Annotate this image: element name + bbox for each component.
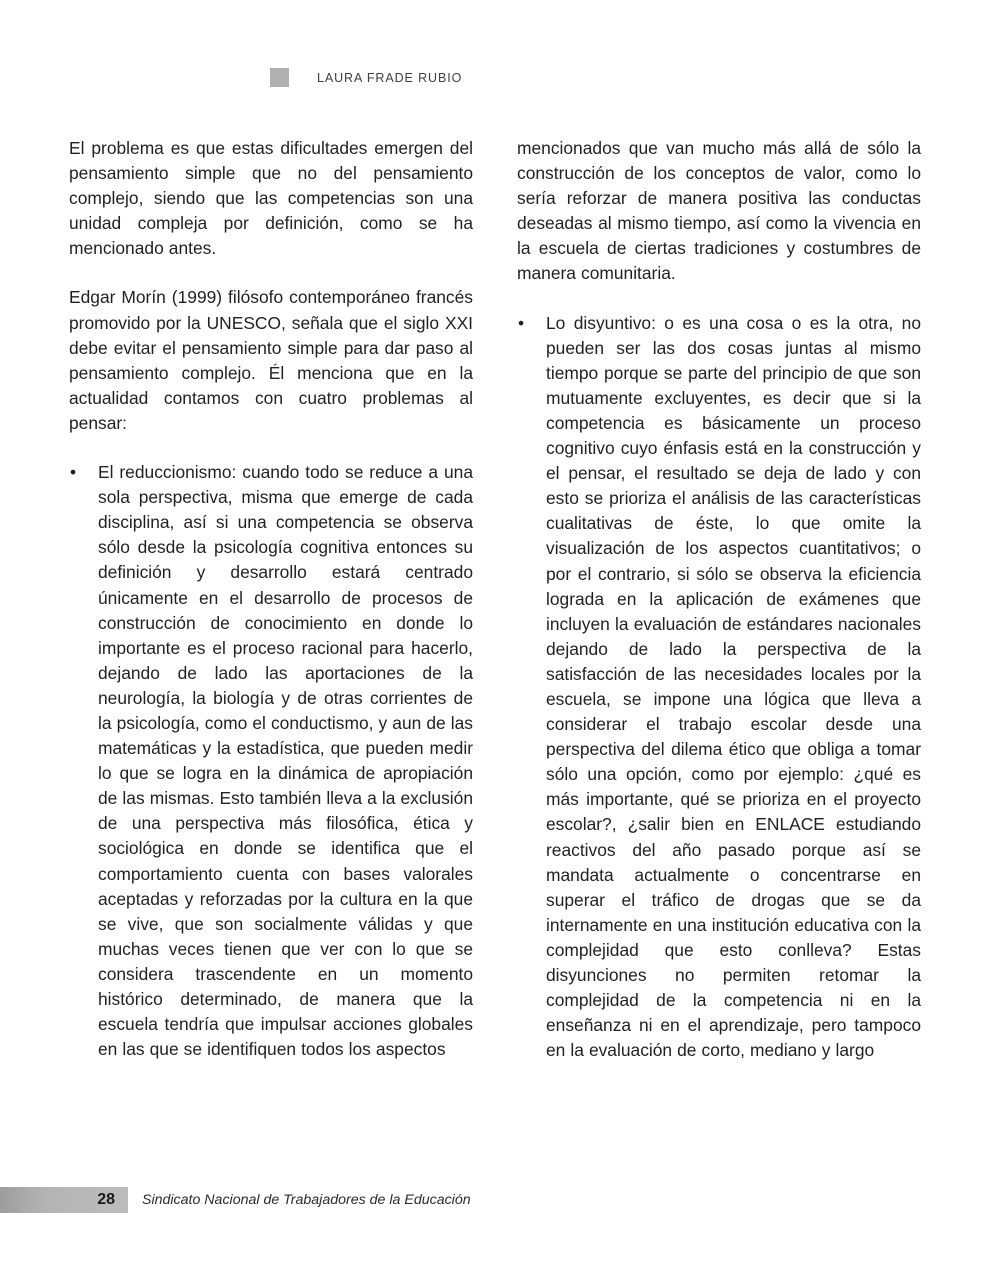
column-right: [517, 136, 921, 1146]
list-item-text: El reduccionismo: cuando todo se reduce a una sola perspectiva, misma que emerge de cada disciplina, así si una competencia se observa sólo desde la psicología cognitiva entonces su definición y desarrollo estará centrado únicamente en el desarrollo de procesos de construcción de conocimiento en donde lo importante es el proceso racional para hacerlo, dejando de lado las aportaciones de la neurología, la biología y de otras corrientes de la psicología, como el conductismo, y aun de las matemáticas y la estadística, que pueden medir lo que se logra en la dinámica de apropiación de las mismas. Esto también lleva a la exclusión de una perspectiva más filosófica, ética y sociológica en donde se identifica que el comportamiento cuenta con bases valorales aceptadas y reforzadas por la cultura en la que se vive, que son socialmente válidas y que muchas veces tienen que ver con lo que se considera trascendente en un momento histórico determinado, de manera que la escuela tendría que impulsar acciones globales en las que se identifiquen todos los aspectos: [98, 462, 473, 1060]
running-header-title: LAURA FRADE RUBIO: [317, 70, 463, 85]
list-item-text: Lo disyuntivo: o es una cosa o es la otra, no pueden ser las dos cosas juntas al mismo tiempo porque se parte del principio de que son mutuamente excluyentes, es decir que si la competencia es básicamente un proceso cognitivo cuyo énfasis está en la construcción y el pensar, el resultado se deja de lado y con esto se prioriza el análisis de las características cualitativas de éste, lo que omite la visualización de los aspectos cuantitativos; o por el contrario, si sólo se observa la eficiencia lograda en la aplicación de exámenes que incluyen la evaluación de estándares nacionales dejando de lado la perspectiva de la satisfacción de las necesidades locales por la escuela, se impone una lógica que lleva a considerar el trabajo escolar desde una perspectiva del dilema ético que obliga a tomar sólo una opción, como por ejemplo: ¿qué es más importante, qué se prioriza en el proyecto escolar?, ¿salir bien en ENLACE estudiando reactivos del año pasado porque así se mandata actualmente o concentrarse en superar el tráfico de drogas que se da internamente en una institución educativa con la complejidad que esto conlleva? Estas disyunciones no permiten retomar la complejidad de la competencia ni en la enseñanza ni en el aprendizaje, pero tampoco en la evaluación de corto, mediano y largo: [546, 312, 921, 1061]
page-number-bar: [0, 1187, 128, 1213]
page-footer: [0, 1185, 996, 1215]
body-columns: [69, 136, 921, 1146]
paragraph-edgar-morin: Edgar Morín (1999) filósofo contemporáneo francés promovido por la UNESCO, señala que el siglo XXI debe evitar el pensamiento simple para dar paso al pensamiento complejo. Él menciona que en la actualidad contamos con cuatro problemas al pensar:: [69, 287, 473, 433]
page-number: 28: [97, 1191, 115, 1208]
column-left: [69, 136, 473, 1146]
paragraph-mencionados: mencionados que van mucho más allá de sólo la construcción de los conceptos de valor, como lo sería reforzar de manera positiva las conductas deseadas al mismo tiempo, así como la vivencia en la escuela de ciertas tradiciones y costumbres de manera comunitaria.: [517, 138, 921, 284]
running-header: [270, 68, 462, 87]
bullet-marker-icon: •: [70, 462, 77, 483]
gray-square-icon: [270, 68, 289, 87]
list-item-reduccionismo: [69, 460, 473, 1062]
paragraph-problema: El problema es que estas dificultades emergen del pensamiento simple que no del pensamiento complejo, siendo que las competencias son una unidad compleja por definición, como se ha mencionado antes.: [69, 138, 473, 259]
footer-publisher: Sindicato Nacional de Trabajadores de la Educación: [142, 1192, 471, 1208]
bullet-marker-icon: •: [518, 312, 525, 333]
list-item-disyuntivo: [517, 311, 921, 1064]
